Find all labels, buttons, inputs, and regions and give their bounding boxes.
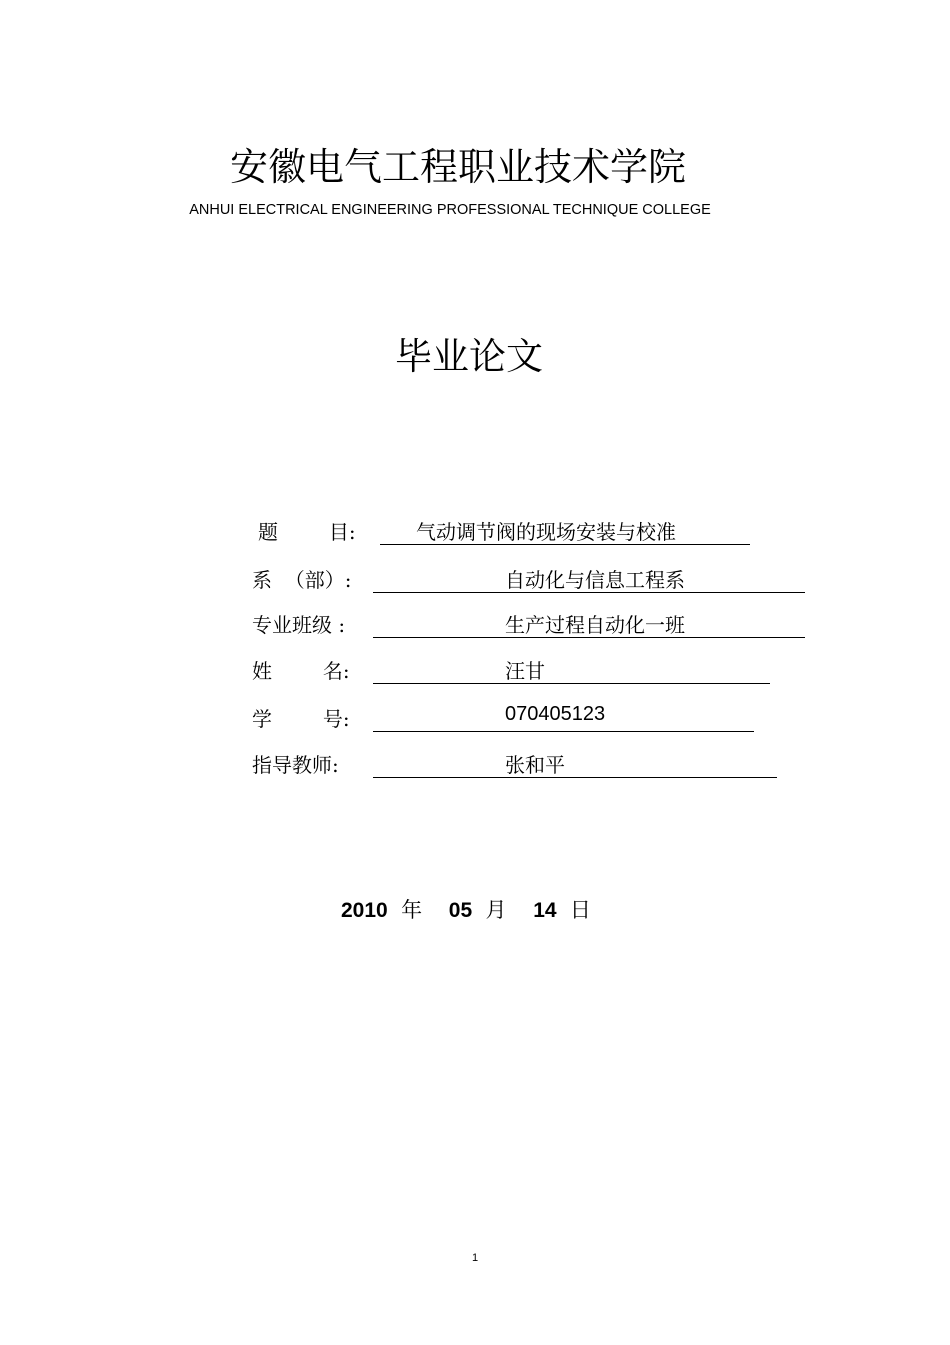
field-department xyxy=(252,564,812,594)
field-student-id-value: 070405123 xyxy=(505,703,606,725)
field-name-value: 汪甘 xyxy=(505,659,545,683)
field-class-value: 生产过程自动化一班 xyxy=(505,613,685,637)
page-number: 1 xyxy=(471,1252,479,1264)
date-year: 2010 xyxy=(341,899,388,922)
date-month: 05 xyxy=(448,899,473,922)
field-advisor-value: 张和平 xyxy=(505,753,565,777)
field-department-value: 自动化与信息工程系 xyxy=(505,568,685,592)
college-name-english: ANHUI ELECTRICAL ENGINEERING PROFESSIONAL TECHNIQUE COLLEGE xyxy=(189,202,711,218)
date-month-unit: 月 xyxy=(485,898,507,922)
date-day: 14 xyxy=(533,899,557,922)
field-class-label: 专业班级 : xyxy=(252,613,346,637)
field-topic-label: 题 目: xyxy=(258,520,356,544)
field-advisor-underline xyxy=(373,749,777,778)
college-name-chinese: 安徽电气工程职业技术学院 xyxy=(229,145,686,189)
field-advisor-label: 指导教师: xyxy=(252,753,339,777)
date-day-unit: 日 xyxy=(569,898,591,922)
field-name-label: 姓 名: xyxy=(252,659,350,683)
field-topic-value: 气动调节阀的现场安装与校准 xyxy=(416,520,676,544)
date-year-unit: 年 xyxy=(401,898,423,922)
thesis-title: 毕业论文 xyxy=(395,335,543,378)
field-student-id-label: 学 号: xyxy=(252,707,350,731)
field-name xyxy=(252,655,782,685)
field-department-label: 系 （部）: xyxy=(252,568,352,592)
field-student-id xyxy=(252,703,762,733)
field-name-underline xyxy=(373,655,770,684)
field-class xyxy=(252,609,812,639)
submission-date xyxy=(341,894,591,924)
field-advisor xyxy=(252,749,782,779)
field-topic xyxy=(258,516,758,546)
